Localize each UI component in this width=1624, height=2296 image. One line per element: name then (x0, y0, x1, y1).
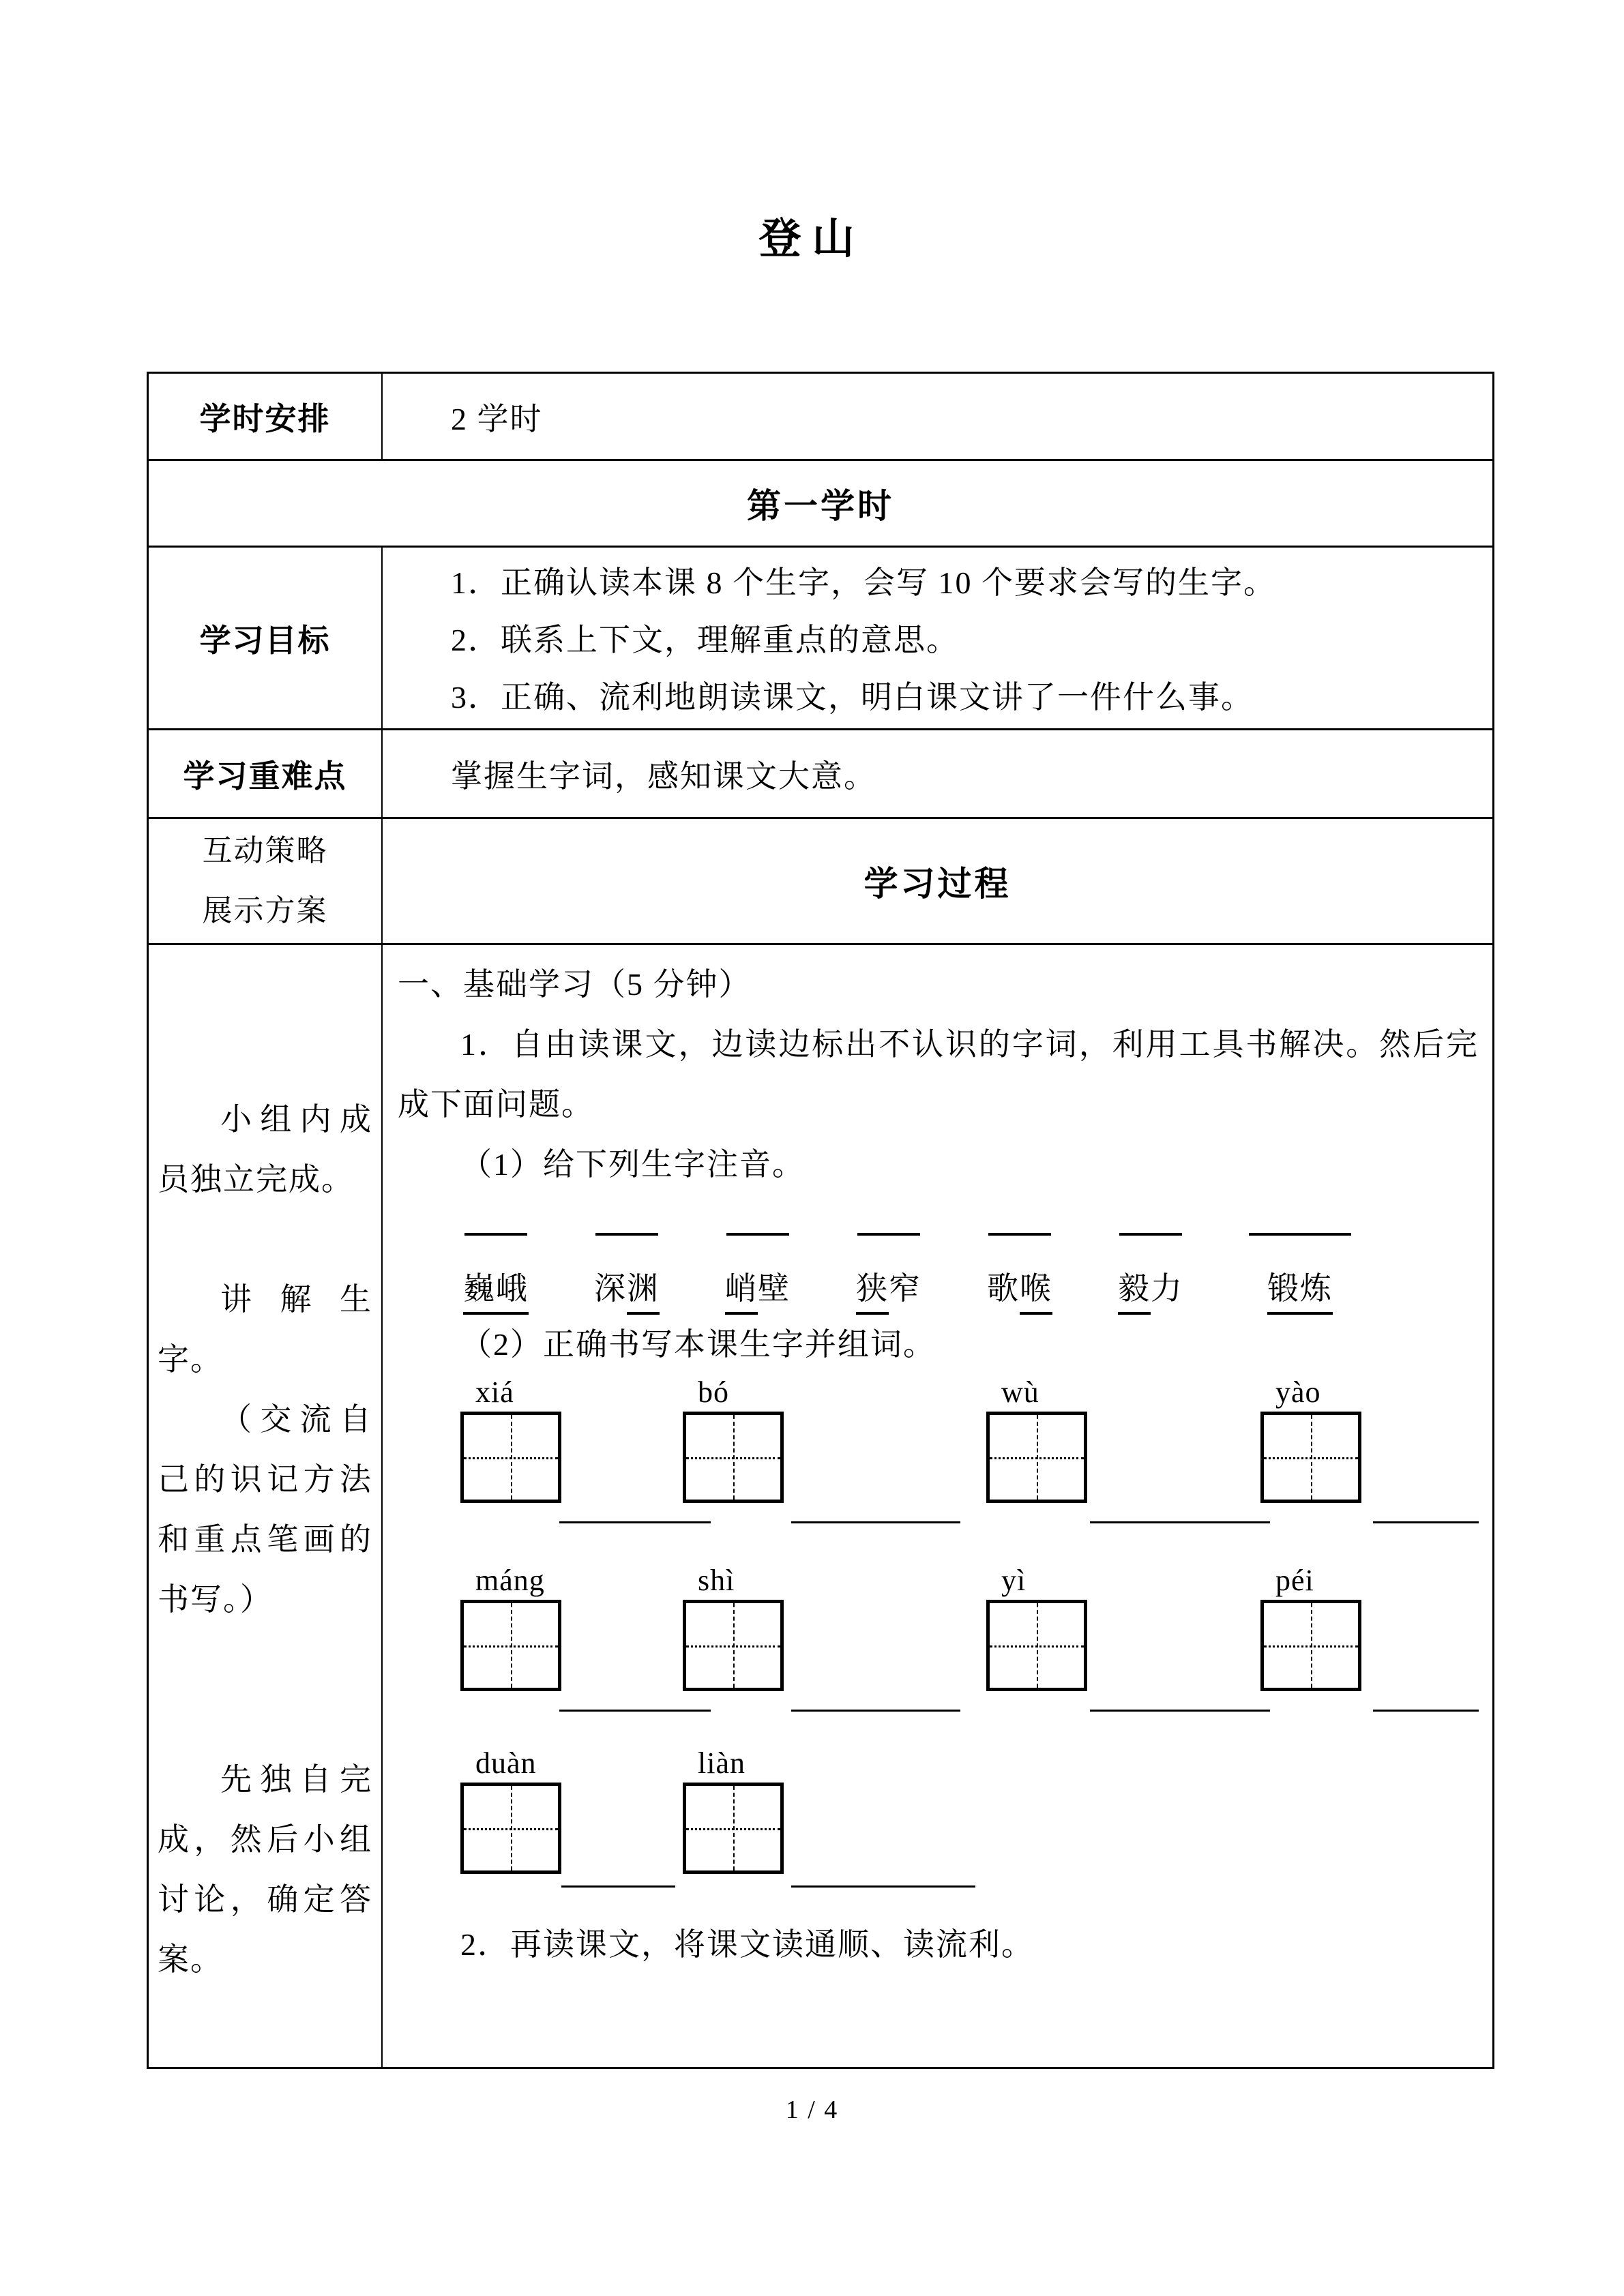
word-writing-line (791, 1521, 960, 1523)
word-writing-line (1373, 1521, 1479, 1523)
pinyin-blank-line (595, 1233, 658, 1236)
tianzige-box (683, 1600, 784, 1691)
character-writing-group (986, 1375, 1087, 1503)
note-paragraph: 讲解生字。 (158, 1282, 372, 1377)
character: 炼 (1300, 1268, 1333, 1315)
note-paragraph: （交流自己的识记方法和重点笔画的书写。） (158, 1402, 372, 1617)
character-writing-group (1260, 1563, 1361, 1691)
tianzige-box (683, 1783, 784, 1874)
character-writing-group (986, 1563, 1087, 1691)
character-writing-group (683, 1375, 784, 1503)
pinyin-label: wù (1001, 1375, 1039, 1409)
pinyin-blank-line (857, 1233, 920, 1236)
zhuyin-word-group (856, 1195, 921, 1315)
note-paragraph: 小组内成员独立完成。 (158, 1102, 372, 1197)
pinyin-label: péi (1275, 1564, 1314, 1597)
tianzige-box (986, 1412, 1087, 1503)
table-row-process (149, 943, 1492, 2067)
teacher-notes-column (149, 945, 383, 2067)
character-writing-row (398, 1746, 1479, 1915)
vocabulary-word (856, 1268, 921, 1315)
goals-list (383, 548, 1492, 728)
word-writing-line (559, 1521, 711, 1523)
pinyin-label: bó (698, 1375, 729, 1409)
pinyin-label: yào (1275, 1375, 1321, 1409)
goal-item: 1．正确认读本课 8 个生字，会写 10 个要求会写的生字。 (451, 565, 1276, 600)
pinyin-blank-line (1249, 1233, 1351, 1236)
learning-process-content (383, 945, 1492, 2067)
lesson-plan-table (147, 372, 1494, 2069)
character: 锻 (1267, 1268, 1300, 1315)
page-number: 1 / 4 (785, 2096, 839, 2124)
table-row-strategy (149, 817, 1492, 943)
pinyin-label: shì (698, 1564, 735, 1597)
character: 深 (594, 1271, 627, 1306)
tianzige-box (1260, 1412, 1361, 1503)
character-writing-row (398, 1375, 1479, 1563)
pinyin-blank-line (464, 1233, 527, 1236)
character: 窄 (889, 1271, 921, 1306)
document-title: 登山 (758, 216, 866, 263)
goal-item: 2．联系上下文，理解重点的意思。 (451, 623, 959, 657)
word-writing-line (791, 1710, 960, 1712)
schedule-value: 2 学时 (451, 401, 543, 436)
pinyin-label: yì (1001, 1564, 1027, 1597)
word-writing-line (561, 1885, 675, 1888)
character-writing-group (460, 1375, 561, 1503)
vocabulary-word (594, 1268, 660, 1315)
pinyin-blank-line (726, 1233, 789, 1236)
tianzige-box (460, 1412, 561, 1503)
sub2-text: （2）正确书写本课生字并组词。 (460, 1327, 936, 1362)
strategy-label-line1: 互动策略 (202, 834, 328, 867)
pinyin-label: máng (475, 1564, 545, 1597)
character: 力 (1151, 1271, 1183, 1306)
process-header-cell (383, 819, 1492, 943)
tianzige-box (460, 1783, 561, 1874)
note-paragraph: 先独自完成，然后小组讨论，确定答案。 (158, 1762, 372, 1977)
character-writing-group (460, 1563, 561, 1691)
character: 壁 (758, 1271, 791, 1306)
tianzige-box (986, 1600, 1087, 1691)
word-writing-line (1090, 1710, 1270, 1712)
pinyin-blank-line (988, 1233, 1051, 1236)
table-row-schedule (149, 374, 1492, 459)
vocabulary-word (1267, 1268, 1333, 1315)
pinyin-blank-line (1119, 1233, 1182, 1236)
word-writing-line (1090, 1521, 1270, 1523)
step1-text: 1．自由读课文，边读边标出不认识的字词，利用工具书解决。然后完成下面问题。 (398, 1027, 1479, 1122)
pinyin-label: xiá (475, 1375, 514, 1409)
zhuyin-word-group (1118, 1195, 1183, 1315)
tianzige-box (460, 1600, 561, 1691)
word-writing-line (791, 1885, 975, 1888)
word-writing-line (1373, 1710, 1479, 1712)
character: 峨 (496, 1268, 529, 1315)
character: 巍 (463, 1268, 496, 1315)
pinyin-label: duàn (475, 1746, 537, 1780)
zhuyin-word-group (463, 1195, 529, 1315)
schedule-label: 学时安排 (149, 374, 383, 459)
table-row-goals (149, 546, 1492, 728)
character-writing-group (683, 1563, 784, 1691)
character-writing-group (683, 1746, 784, 1874)
pinyin-label: liàn (698, 1746, 745, 1780)
character-writing-group (460, 1746, 561, 1874)
vocabulary-word (725, 1268, 791, 1315)
strategy-label (149, 819, 383, 943)
zhuyin-word-group (725, 1195, 791, 1315)
goal-item: 3．正确、流利地朗读课文，明白课文讲了一件什么事。 (451, 680, 1254, 715)
section-title: 一、基础学习（5 分钟） (398, 967, 752, 1002)
zhuyin-word-group (987, 1195, 1052, 1315)
strategy-label-line2: 展示方案 (202, 894, 328, 927)
table-row-keypoints (149, 728, 1492, 817)
vocabulary-word (1118, 1268, 1183, 1315)
session-header: 第一学时 (747, 487, 894, 525)
character: 峭 (725, 1268, 758, 1315)
tianzige-box (1260, 1600, 1361, 1691)
character-writing-group (1260, 1375, 1361, 1503)
vocabulary-word (987, 1268, 1052, 1315)
character: 渊 (627, 1268, 660, 1315)
keypoints-label: 学习重难点 (149, 730, 383, 817)
character: 狭 (856, 1268, 889, 1315)
character: 喉 (1020, 1268, 1052, 1315)
keypoints-value: 掌握生字词，感知课文大意。 (451, 758, 876, 794)
tianzige-box (683, 1412, 784, 1503)
character: 歌 (987, 1271, 1020, 1306)
table-row-session (149, 459, 1492, 546)
character-writing-row (398, 1563, 1479, 1746)
step2-text: 2．再读课文，将课文读通顺、读流利。 (460, 1927, 1034, 1962)
word-writing-line (559, 1710, 711, 1712)
pinyin-annotation-exercise (463, 1195, 1479, 1315)
process-header: 学习过程 (863, 865, 1012, 903)
sub1-text: （1）给下列生字注音。 (460, 1147, 805, 1182)
vocabulary-word (463, 1268, 529, 1315)
zhuyin-word-group (594, 1195, 660, 1315)
zhuyin-word-group (1249, 1195, 1351, 1315)
character: 毅 (1118, 1268, 1151, 1315)
goals-label: 学习目标 (149, 548, 383, 728)
